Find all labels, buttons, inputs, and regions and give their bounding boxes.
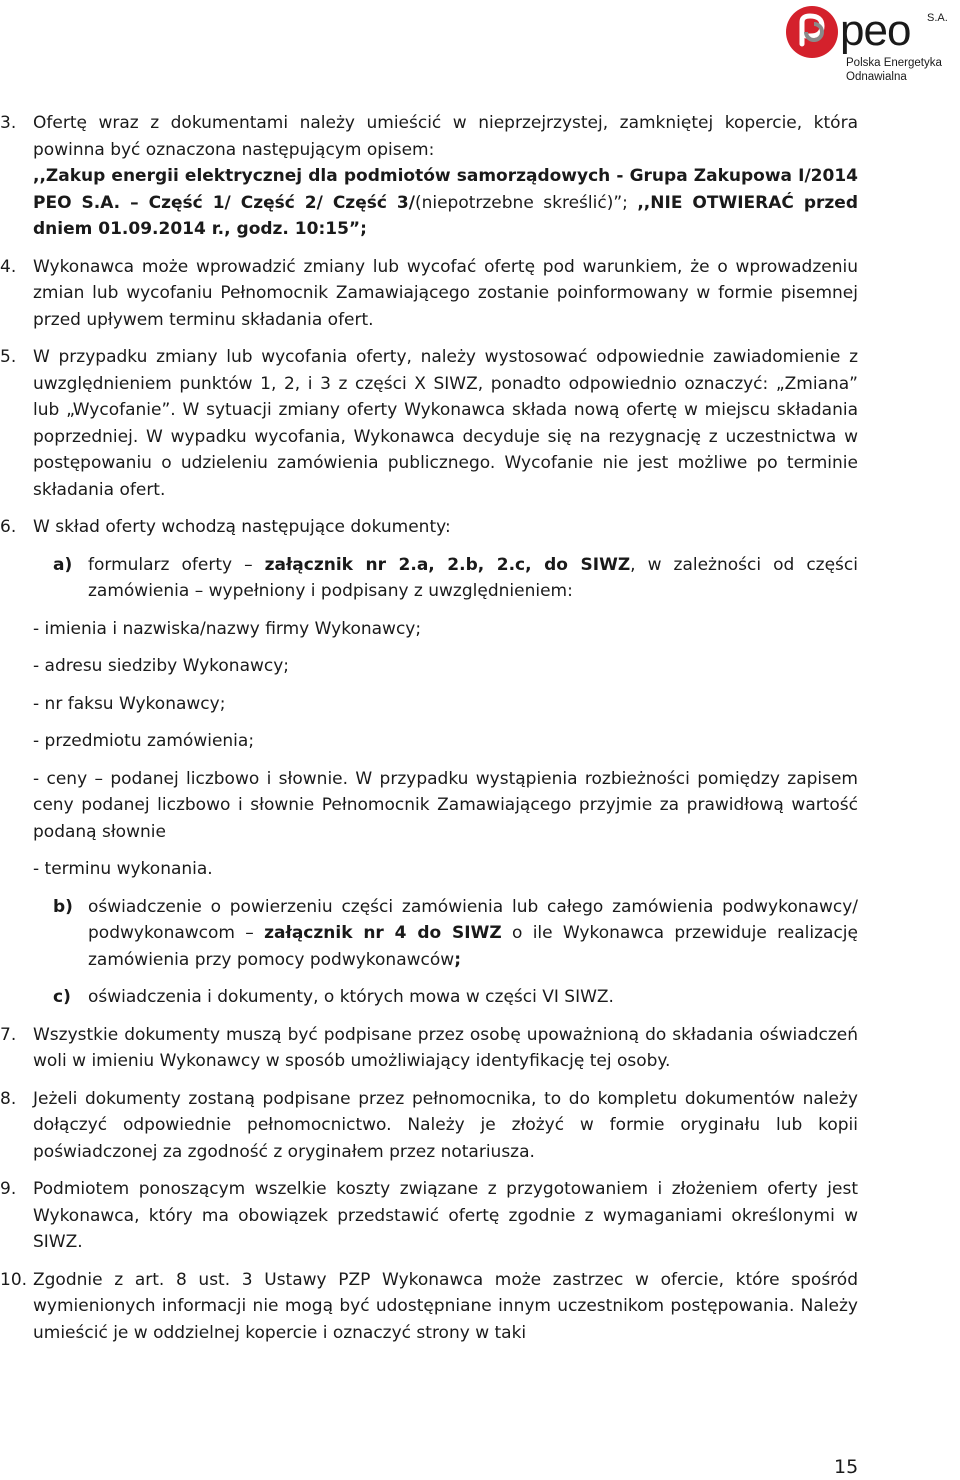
item-text: Jeżeli dokumenty zostaną podpisane przez pełnomocnika, to do kompletu dokumentów należy dołączyć odpowiednie pełnomocnictwo. Należy je złożyć w formie oryginału lub kopii poświadczonej za zgodność z oryginałem przez notariusza.: [33, 1088, 858, 1162]
list-item-3: [0, 110, 960, 243]
item-number: 3.: [0, 113, 17, 133]
item-text: Wszystkie dokumenty muszą być podpisane przez osobę upoważnioną do składania oświadczeń woli w imieniu Wykonawcy w sposób umożliwiający identyfikację tej osoby.: [33, 1024, 858, 1071]
list-item-6: [0, 514, 960, 541]
list-item-7: [0, 1022, 960, 1075]
dash-line-2: - adresu siedziby Wykonawcy;: [33, 656, 290, 676]
sub-item-text-bold: załącznik nr 2.a, 2.b, 2.c, do SIWZ: [264, 554, 631, 575]
sub-item-text-post: , w zależności od części zamówienia – wypełniony i podpisany z uwzględnieniem:: [88, 554, 858, 601]
item-text: Podmiotem ponoszącym wszelkie koszty związane z przygotowaniem i złożeniem oferty jest Wykonawca, który ma obowiązek przedstawić ofertę zgodnie z wymaganiami określonymi w SIWZ.: [33, 1179, 858, 1252]
list-item-9: [0, 1176, 960, 1256]
sub-item-a: [0, 552, 960, 605]
item-text: W skład oferty wchodzą następujące dokumenty:: [33, 517, 451, 537]
sub-item-label: a): [53, 554, 73, 575]
page-number: 15: [834, 1456, 859, 1478]
sub-item-text: oświadczenia i dokumenty, o których mowa w części VI SIWZ.: [88, 987, 614, 1007]
list-item-8: [0, 1086, 960, 1166]
item-number: 5.: [0, 347, 17, 367]
logo-suffix: S.A.: [927, 12, 948, 24]
sub-item-text-post: o ile Wykonawca przewiduje realizację zamówienia przy pomocy podwykonawców: [88, 923, 858, 970]
sub-item-label: c): [53, 987, 71, 1007]
item-text: W przypadku zmiany lub wycofania oferty, należy wystosować odpowiednie zawiadomienie z uwzględnieniem punktów 1, 2, i 3 z części X SIWZ, ponadto odpowiednio oznaczyć: „Zmiana” lub „Wycofanie”. W sytuacji zmiany oferty Wykonawca składa nową ofertę w miejscu składania poprzedniej. W wypadku wycofania, Wykonawca decyduje się na rezygnację z uczestnictwa w postępowaniu o udzieleniu zamówienia publicznego. Wycofanie nie jest możliwe po terminie składania ofert.: [33, 347, 858, 500]
sub-item-b: [0, 894, 960, 974]
item-text: Zgodnie z art. 8 ust. 3 Ustawy PZP Wykonawca może zastrzec w ofercie, które spośród wymienionych informacji nie mogą być udostępniane innym uczestnikom postępowania. Należy umieścić je w oddzielnej kopercie i oznaczyć strony w taki: [33, 1269, 858, 1343]
item-number: 10.: [0, 1269, 28, 1290]
envelope-label: [33, 163, 858, 243]
list-item-4: [0, 254, 960, 334]
item-text: Ofertę wraz z dokumentami należy umieścić w nieprzejrzystej, zamkniętej kopercie, która powinna być oznaczona następującym opisem:: [33, 113, 858, 160]
item-number: 4.: [0, 256, 17, 277]
envelope-label-part-1: ,,Zakup energii elektrycznej dla podmiotów samorządowych - Grupa Zakupowa I/2014 PEO S.A. – Część 1/ Część 2/ Część 3/: [33, 166, 858, 213]
logo-tagline-2: Odnawialna: [846, 71, 907, 83]
logo-wordmark: peo: [840, 6, 911, 55]
envelope-label-note: (niepotrzebne skreślić)”;: [414, 192, 638, 213]
document-body: [0, 110, 960, 1357]
sub-item-label: b): [53, 896, 73, 917]
peo-logo-mark-icon: [784, 4, 840, 60]
envelope-label-part-2: ,,NIE OTWIERAĆ przed dniem 01.09.2014 r., godz. 10:15”;: [33, 192, 859, 239]
logo-tagline-1: Polska Energetyka: [846, 57, 942, 69]
dash-line-1: - imienia i nazwiska/nazwy firmy Wykonawcy;: [33, 618, 422, 639]
item-number: 7.: [0, 1024, 17, 1045]
sub-item-text-end: ;: [454, 949, 461, 970]
list-item-5: [0, 344, 960, 503]
sub-item-text-pre: oświadczenie o powierzeniu części zamówienia lub całego zamówienia podwykonawcy/ podwykonawcom –: [88, 896, 858, 943]
sub-item-text-pre: formularz oferty –: [88, 554, 265, 575]
peo-logo: [784, 4, 960, 86]
dash-line-5: - ceny – podanej liczbowo i słownie. W przypadku wystąpienia rozbieżności pomiędzy zapisem ceny podanej liczbowo i słownie Pełnomocnik Zamawiającego przyjmie za prawidłową wartość podaną słownie: [33, 768, 858, 842]
item-number: 6.: [0, 517, 17, 537]
item-number: 9.: [0, 1179, 17, 1199]
sub-item-c: [0, 984, 960, 1011]
dash-line-4: - przedmiotu zamówienia;: [33, 731, 255, 751]
item-number: 8.: [0, 1088, 17, 1109]
item-text: Wykonawca może wprowadzić zmiany lub wycofać ofertę pod warunkiem, że o wprowadzeniu zmian lub wycofaniu Pełnomocnik Zamawiającego zostanie poinformowany w formie pisemnej przed upływem terminu składania ofert.: [33, 256, 858, 330]
sub-item-text-bold: załącznik nr 4 do SIWZ: [264, 923, 502, 943]
dash-line-3: - nr faksu Wykonawcy;: [33, 693, 226, 714]
list-item-10: [0, 1267, 960, 1347]
dash-line-6: - terminu wykonania.: [33, 859, 213, 879]
